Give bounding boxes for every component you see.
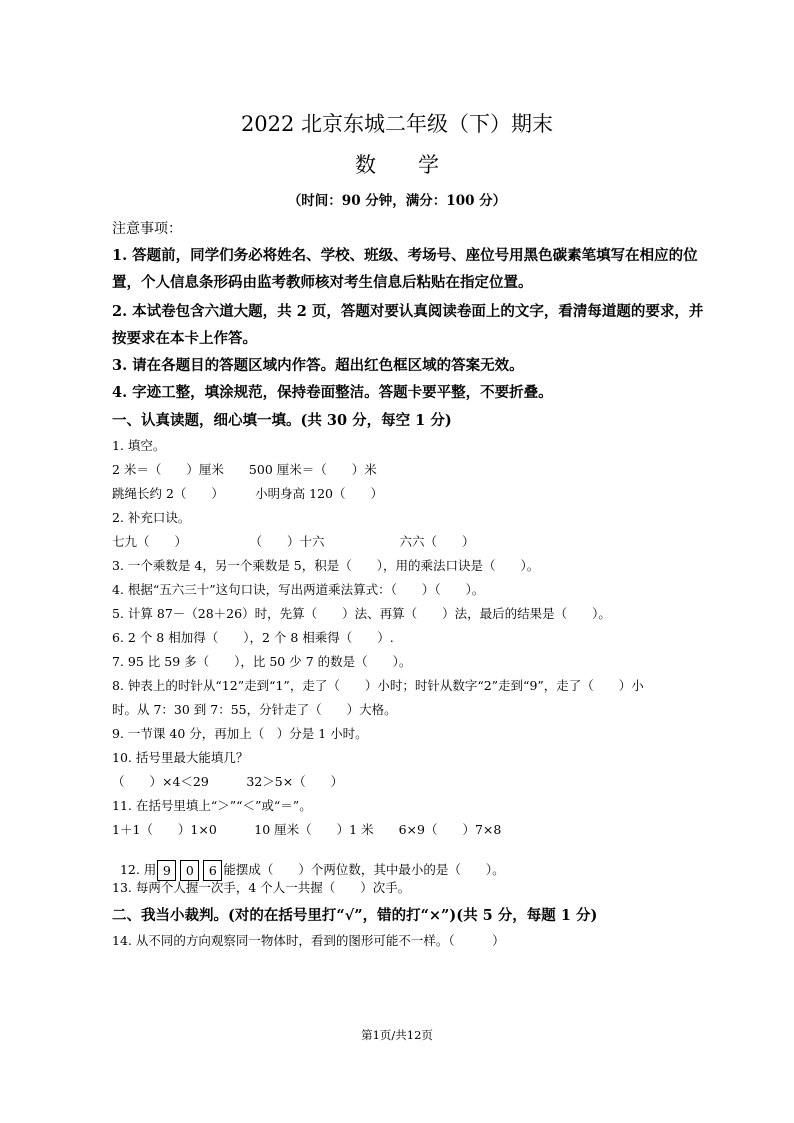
subject-title: 数 学 — [355, 153, 439, 177]
section1-heading: 一、认真读题，细心填一填。(共 30 分，每空 1 分) — [112, 412, 452, 429]
page-title: 2022 北京东城二年级（下）期末 — [240, 112, 554, 136]
question-line: 七九（ ） （ ）十六 六六（ ） — [112, 534, 475, 549]
question-line: 2. 补充口诀。 — [112, 510, 191, 525]
note-line: 3. 请在各题目的答题区域内作答。超出红色框区域的答案无效。 — [112, 357, 524, 374]
question-line: 5. 计算 87－（28＋26）时，先算（ ）法、再算（ ）法，最后的结果是（ ）。 — [112, 606, 611, 621]
time-note: （时间：90 分钟，满分：100 分） — [287, 193, 507, 209]
note-line: 4. 字迹工整，填涂规范，保持卷面整洁。答题卡要平整，不要折叠。 — [112, 384, 553, 401]
question-line: 14. 从不同的方向观察同一物体时，看到的图形可能不一样。（ ） — [112, 933, 505, 948]
question-line: 1. 填空。 — [112, 438, 166, 453]
page-footer: 第1页/共12页 — [361, 1028, 433, 1042]
question-line: 1＋1（ ）1×0 10 厘米（ ）1 米 6×9（ ）7×8 — [112, 822, 502, 837]
question-line: 2 米＝（ ）厘米 500 厘米＝（ ）米 — [112, 462, 377, 477]
digit-card: 0 — [180, 860, 199, 881]
digit-card: 6 — [203, 860, 222, 881]
question-line: 11. 在括号里填上“＞”“＜”或“＝”。 — [112, 798, 312, 813]
question-line: 13. 每两个人握一次手，4 个人一共握（ ）次手。 — [112, 880, 411, 895]
question-12 — [112, 845, 505, 881]
question-line: 7. 95 比 59 多（ ），比 50 少 7 的数是（ ）。 — [112, 654, 412, 669]
question-line: （ ）×4＜29 32＞5×（ ） — [112, 774, 344, 789]
question-line: 时。从 7：30 到 7：55，分针走了（ ）大格。 — [112, 702, 397, 717]
note-line: 2. 本试卷包含六道大题，共 2 页，答题对要认真阅读卷面上的文字，看清每道题的要求，并 — [112, 303, 704, 320]
question-12-prefix: 12. 用 — [119, 862, 157, 877]
note-line: 置，个人信息条形码由监考教师核对考生信息后粘贴在指定位置。 — [112, 274, 533, 291]
question-line: 4. 根据“五六三十”这句口诀，写出两道乘法算式：（ ）（ ）。 — [112, 582, 485, 597]
notes-heading: 注意事项： — [112, 221, 182, 237]
question-line: 跳绳长约 2（ ） 小明身高 120（ ） — [112, 486, 384, 501]
question-line: 9. 一节课 40 分，再加上（ ）分是 1 小时。 — [112, 726, 368, 741]
question-line: 8. 钟表上的时针从“12”走到“1”，走了（ ）小时；时针从数字“2”走到“9”，走了（ ）小 — [112, 678, 644, 693]
question-line: 3. 一个乘数是 4，另一个乘数是 5，积是（ ），用的乘法口诀是（ ）。 — [112, 558, 540, 573]
note-line: 1. 答题前，同学们务必将姓名、学校、班级、考场号、座位号用黑色碳素笔填写在相应的位 — [112, 247, 698, 264]
note-line: 按要求在本卡上作答。 — [112, 330, 257, 347]
question-line: 6. 2 个 8 相加得（ ），2 个 8 相乘得（ ）. — [112, 630, 394, 645]
section2-heading: 二、我当小裁判。(对的在括号里打“√”，错的打“×”)(共 5 分，每题 1 分) — [112, 907, 598, 924]
digit-card: 9 — [157, 860, 176, 881]
question-12-suffix: 能摆成（ ）个两位数，其中最小的是（ ）。 — [223, 862, 505, 877]
question-line: 10. 括号里最大能填几？ — [112, 750, 249, 765]
